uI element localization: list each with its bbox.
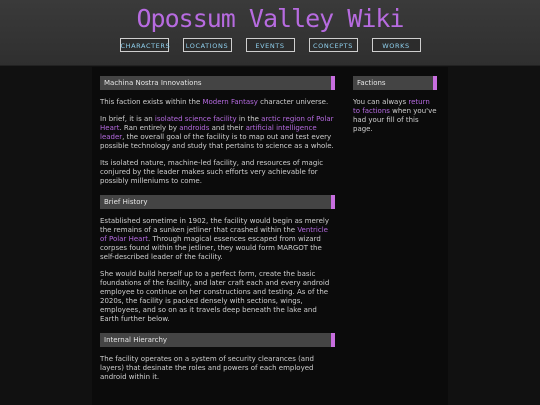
main-column xyxy=(100,76,335,382)
sidebar-title: Factions xyxy=(357,79,386,87)
section-title: Brief History xyxy=(104,198,148,206)
paragraph: She would build herself up to a perfect form, create the basic foundations of the facility, and later craft each and every android employee to continue on her constructions and testing. As of the 2020s, the facility is packed densely with sections, wings, employees, and so on as it travels deep beneath the lake and Earth further below. xyxy=(100,270,330,323)
nav-works[interactable]: WORKS xyxy=(372,38,421,52)
text: You can always xyxy=(353,98,409,106)
site-title[interactable]: Opossum Valley Wiki xyxy=(136,4,404,33)
paragraph: The facility operates on a system of security clearances (and layers) that desinate the roles and powers of each employed android within it. xyxy=(100,355,314,381)
section-marker xyxy=(331,195,335,209)
sidebar-header xyxy=(353,76,437,90)
content-wrapper xyxy=(92,67,448,405)
section-marker xyxy=(331,333,335,347)
link-ventricle[interactable]: Ventricle of Polar Heart xyxy=(100,226,328,243)
nav-events[interactable]: EVENTS xyxy=(246,38,295,52)
text: This faction exists within the xyxy=(100,98,203,106)
link-androids[interactable]: androids xyxy=(179,124,210,132)
section-header-history xyxy=(100,195,335,209)
sidebar-text xyxy=(353,98,437,134)
text: in the xyxy=(236,115,262,123)
text: , the overall goal of the facility is to map out and test every possible technology and study that pertains to science as a whole. xyxy=(100,133,334,150)
link-modern-fantasy[interactable]: Modern Fantasy xyxy=(202,98,258,106)
text: In brief, it is an xyxy=(100,115,155,123)
section-marker xyxy=(331,76,335,90)
text: when you've had your fill of this page. xyxy=(353,107,437,133)
section-header-hierarchy xyxy=(100,333,335,347)
section-title: Machina Nostra Innovations xyxy=(104,79,202,87)
main-nav xyxy=(0,38,540,52)
text: . Ran entirely by xyxy=(119,124,180,132)
link-arctic-region[interactable]: arctic region of Polar Heart xyxy=(100,115,334,132)
link-return-to-factions[interactable]: return to factions xyxy=(353,98,430,115)
paragraph xyxy=(100,98,335,107)
site-header xyxy=(0,0,540,66)
section-header-intro xyxy=(100,76,335,90)
text: . Through magical essences escaped from wizard corpses found within the jetliner, they would form MARGOT the self-described leader of the facility. xyxy=(100,235,322,261)
paragraph: Its isolated nature, machine-led facility, and resources of magic conjured by the leader makes such efforts very achievable for possibly milleniums to come. xyxy=(100,159,324,185)
sidebar xyxy=(353,76,437,134)
link-ai-leader[interactable]: artificial intelligence leader xyxy=(100,124,317,141)
text: and their xyxy=(209,124,246,132)
nav-concepts[interactable]: CONCEPTS xyxy=(309,38,358,52)
nav-characters[interactable]: CHARACTERS xyxy=(120,38,169,52)
paragraph xyxy=(100,217,335,262)
nav-locations[interactable]: LOCATIONS xyxy=(183,38,232,52)
section-marker xyxy=(433,76,437,90)
link-isolated-science-facility[interactable]: isolated science facility xyxy=(154,115,237,123)
text: character universe. xyxy=(257,98,329,106)
section-title: Internal Hierarchy xyxy=(104,336,168,344)
paragraph xyxy=(100,115,335,151)
text: Established sometime in 1902, the facility would begin as merely the remains of a sunken jetliner that crashed within the xyxy=(100,217,329,234)
